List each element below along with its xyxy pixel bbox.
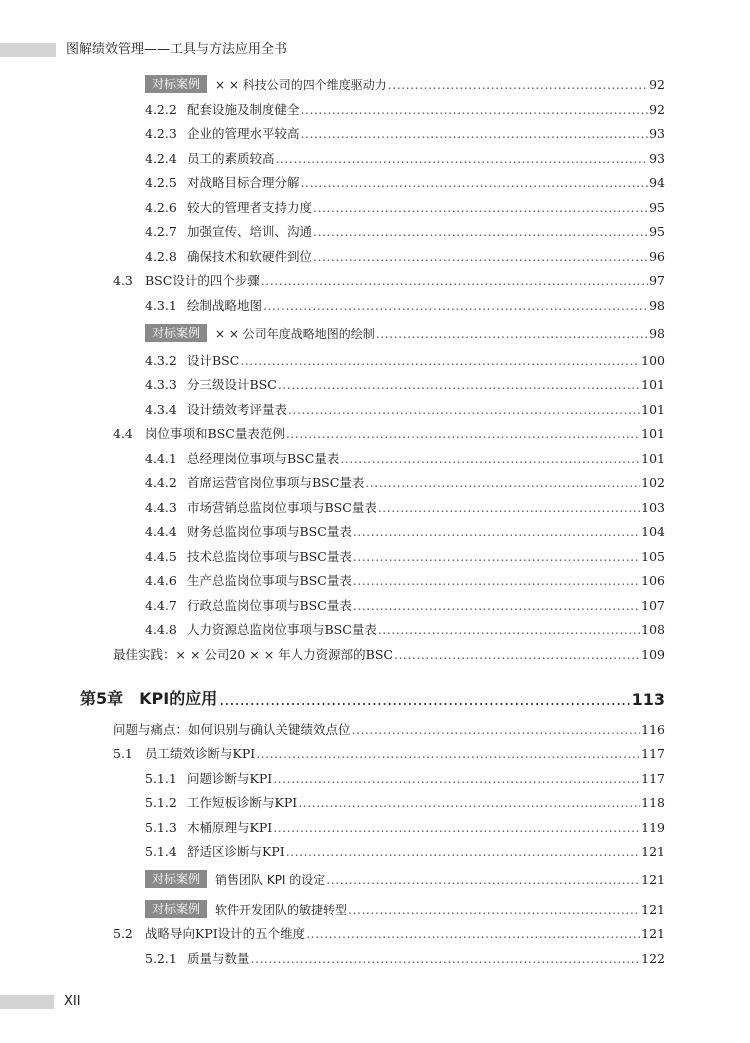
section-number: 4.3.4 [145,402,177,417]
header-bar [0,43,56,57]
toc-entry[interactable] [113,265,665,289]
section-title: 人力资源总监岗位事项与BSC量表 [187,622,377,637]
section-title: × × 科技公司的四个维度驱动力 [215,78,387,92]
section-title: 销售团队 KPI 的设定 [215,873,326,887]
page-number: 92 [649,77,665,92]
page-number: 98 [649,326,665,341]
section-title: 对战略目标合理分解 [187,175,300,190]
section-title: 技术总监岗位事项与BSC量表 [187,549,352,564]
chapter-number: 第5章 [80,689,124,708]
footer-bar [0,995,54,1009]
leader-dots [306,926,640,942]
page-number: 109 [641,647,665,662]
section-number: 4.4.4 [145,524,177,539]
section-title: × × 公司年度战略地图的绘制 [215,327,375,341]
page-number: 95 [649,224,665,239]
section-title: 分三级设计BSC [187,377,277,392]
toc-entry[interactable] [145,167,665,191]
leader-dots [313,200,648,216]
page-number: 119 [641,820,665,835]
page-number: 105 [641,549,665,564]
page-number: 116 [641,722,665,737]
book-title: 图解绩效管理——工具与方法应用全书 [66,42,288,57]
leader-dots [348,902,640,918]
leader-dots [301,102,649,118]
toc-entry[interactable] [145,443,665,467]
section-number: 4.3.2 [145,353,177,368]
toc-entry[interactable] [113,738,665,762]
leader-dots [353,598,640,614]
leader-dots [219,690,629,709]
toc-entry[interactable] [145,192,665,216]
toc-entry[interactable] [145,943,665,967]
leader-dots [286,426,640,442]
leader-dots [378,622,640,638]
section-title: 员工绩效诊断与KPI [145,746,256,761]
section-title: 问题诊断与KPI [187,771,273,786]
toc-entry[interactable] [145,94,665,118]
leader-dots [313,224,648,240]
page-number: 96 [649,249,665,264]
toc-entry[interactable] [145,812,665,836]
section-title: BSC设计的四个步骤 [145,273,260,288]
section-title: 设计BSC [187,353,240,368]
leader-dots [352,722,641,738]
section-title: 问题与痛点：如何识别与确认关键绩效点位 [113,722,351,737]
toc-entry[interactable] [113,639,665,663]
section-number: 4.3 [113,273,133,288]
toc-entry[interactable] [145,492,665,516]
leader-dots [365,475,640,491]
section-number: 4.4.8 [145,622,177,637]
toc-entry[interactable] [145,467,665,491]
section-title: 市场营销总监岗位事项与BSC量表 [187,500,377,515]
section-title: 岗位事项和BSC量表范例 [145,426,285,441]
page-number: 106 [641,573,665,588]
section-title: 舒适区诊断与KPI [187,844,285,859]
page-number: 97 [649,273,665,288]
toc-case-entry[interactable] [145,69,665,93]
section-number: 4.2.3 [145,126,177,141]
leader-dots [261,273,648,289]
leader-dots [278,377,640,393]
section-title: 战略导向KPI设计的五个维度 [145,926,306,941]
section-number: 4.4.1 [145,451,177,466]
page-number: 100 [641,353,665,368]
leader-dots [376,326,648,342]
toc-entry[interactable] [145,787,665,811]
section-number: 4.4.5 [145,549,177,564]
leader-dots [301,175,649,191]
leader-dots [301,126,649,142]
case-badge: 对标案例 [145,324,207,342]
toc-entry[interactable] [145,290,665,314]
page-number: 121 [641,926,665,941]
section-title: 较大的管理者支持力度 [187,200,313,215]
section-title: 设计绩效考评量表 [187,402,288,417]
page-number: 121 [641,902,665,917]
toc-entry[interactable] [145,836,665,860]
toc-entry[interactable] [145,369,665,393]
section-title: 加强宣传、培训、沟通 [187,224,313,239]
section-number: 4.4.2 [145,475,177,490]
leader-dots [313,249,648,265]
chapter-heading[interactable] [80,683,665,709]
section-title: 确保技术和软硬件到位 [187,249,313,264]
section-title: 总经理岗位事项与BSC量表 [187,451,340,466]
section-number: 5.1.1 [145,771,177,786]
toc-entry[interactable] [145,118,665,142]
section-title: 配套设施及制度健全 [187,102,300,117]
section-number: 4.2.4 [145,151,177,166]
section-number: 5.1.3 [145,820,177,835]
toc-entry[interactable] [113,418,665,442]
section-number: 4.4.6 [145,573,177,588]
toc-entry[interactable] [145,541,665,565]
section-number: 4.2.5 [145,175,177,190]
page-number: 92 [649,102,665,117]
leader-dots [353,573,640,589]
section-number: 4.4.3 [145,500,177,515]
leader-dots [276,151,649,167]
page-number: 104 [641,524,665,539]
toc-entry[interactable] [145,614,665,638]
page-number: 101 [641,377,665,392]
toc-entry[interactable] [145,394,665,418]
page-number: 101 [641,426,665,441]
case-badge: 对标案例 [145,870,207,888]
page-number: 118 [641,795,665,810]
toc-case-entry[interactable] [145,318,665,342]
toc-entry[interactable] [145,565,665,589]
section-title: 行政总监岗位事项与BSC量表 [187,598,352,613]
toc-entry[interactable] [113,918,665,942]
section-title: 工作短板诊断与KPI [187,795,298,810]
leader-dots [353,549,640,565]
page-number: 122 [641,951,665,966]
toc-case-entry[interactable] [145,894,665,918]
toc-entry[interactable] [145,516,665,540]
section-number: 5.1.4 [145,844,177,859]
page-number: 102 [641,475,665,490]
page-number: 93 [649,126,665,141]
section-number: 4.3.3 [145,377,177,392]
toc-entry[interactable] [145,345,665,369]
leader-dots [256,746,640,762]
page-number: 93 [649,151,665,166]
toc-entry[interactable] [145,241,665,265]
section-title: 木桶原理与KPI [187,820,273,835]
section-title: 软件开发团队的敏捷转型 [215,903,348,917]
toc-case-entry[interactable] [145,864,665,888]
leader-dots [286,844,640,860]
section-number: 4.2.6 [145,200,177,215]
leader-dots [378,500,640,516]
section-number: 5.1 [113,746,133,761]
leader-dots [263,298,648,314]
folio: XII [64,994,81,1009]
leader-dots [240,353,640,369]
section-number: 4.2.7 [145,224,177,239]
page-number: 95 [649,200,665,215]
section-number: 4.2.8 [145,249,177,264]
section-number: 4.4 [113,426,133,441]
case-badge: 对标案例 [145,900,207,918]
page-number: 108 [641,622,665,637]
leader-dots [298,795,640,811]
section-title: 生产总监岗位事项与BSC量表 [187,573,352,588]
leader-dots [326,872,640,888]
leader-dots [273,820,640,836]
chapter-page: 113 [631,690,665,709]
section-title: 员工的素质较高 [187,151,275,166]
toc-entry[interactable] [145,143,665,167]
section-title: 质量与数量 [187,951,250,966]
toc-entry[interactable] [145,216,665,240]
leader-dots [394,647,640,663]
section-title: 财务总监岗位事项与BSC量表 [187,524,352,539]
page-number: 117 [641,771,665,786]
toc-entry[interactable] [113,714,665,738]
case-badge: 对标案例 [145,75,207,93]
leader-dots [251,951,641,967]
leader-dots [288,402,640,418]
section-title: 最佳实践：× × 公司20 × × 年人力资源部的BSC [113,647,393,662]
section-number: 5.2.1 [145,951,177,966]
section-title: 绘制战略地图 [187,298,263,313]
leader-dots [388,77,648,93]
toc-entry[interactable] [145,590,665,614]
page-number: 103 [641,500,665,515]
section-number: 4.4.7 [145,598,177,613]
page-number: 98 [649,298,665,313]
chapter-title: KPI的应用 [139,689,218,708]
page-number: 94 [649,175,665,190]
page-number: 117 [641,746,665,761]
section-number: 5.2 [113,926,133,941]
section-number: 5.1.2 [145,795,177,810]
page-number: 121 [641,872,665,887]
leader-dots [340,451,640,467]
section-number: 4.3.1 [145,298,177,313]
section-number: 4.2.2 [145,102,177,117]
toc-entry[interactable] [145,763,665,787]
page-number: 101 [641,451,665,466]
section-title: 首席运营官岗位事项与BSC量表 [187,475,365,490]
leader-dots [353,524,640,540]
page-number: 101 [641,402,665,417]
section-title: 企业的管理水平较高 [187,126,300,141]
page-number: 121 [641,844,665,859]
leader-dots [273,771,640,787]
page-number: 107 [641,598,665,613]
